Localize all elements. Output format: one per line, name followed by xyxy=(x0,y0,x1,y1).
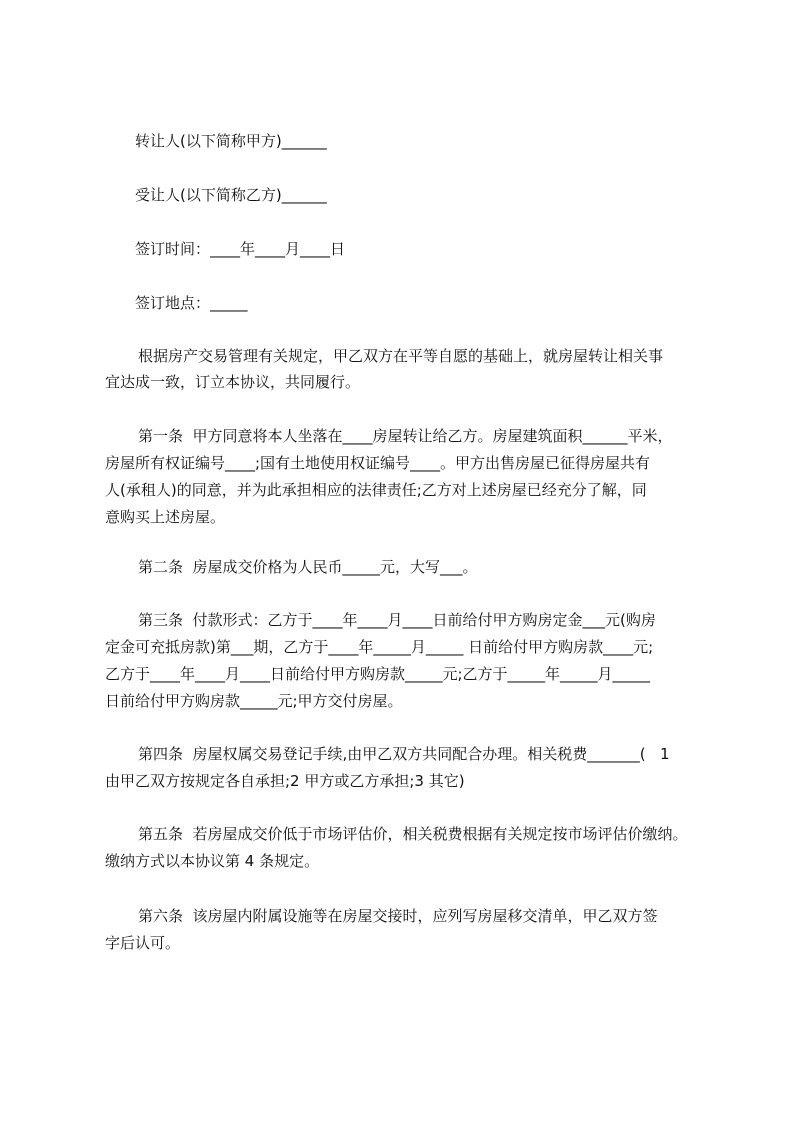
article-6-line-1: 第六条 该房屋内附属设施等在房屋交接时，应列写房屋移交清单，甲乙双方签 xyxy=(138,907,658,925)
article-1-line-2: 房屋所有权证编号____;国有土地使用权证编号____。甲方出售房屋已征得房屋共有 xyxy=(105,454,651,472)
article-4-line-1: 第四条 房屋权属交易登记手续,由甲乙双方共同配合办理。相关税费_______( 1 xyxy=(138,745,670,763)
article-1-line-3: 人(承租人)的同意，并为此承担相应的法律责任;乙方对上述房屋已经充分了解，同 xyxy=(105,481,647,499)
transferee-line: 受让人(以下简称乙方)______ xyxy=(135,186,327,204)
article-3-line-3: 乙方于____年____月____日前给付甲方购房款_____元;乙方于_____年_____月_____ xyxy=(105,665,651,683)
article-1-line-1: 第一条 甲方同意将本人坐落在____房屋转让给乙方。房屋建筑面积______平米， xyxy=(138,427,673,445)
article-3-line-4: 日前给付甲方购房款_____元;甲方交付房屋。 xyxy=(105,692,403,710)
article-1-line-4: 意购买上述房屋。 xyxy=(105,508,226,526)
article-6-line-2: 字后认可。 xyxy=(105,934,181,952)
intro-line-1: 根据房产交易管理有关规定，甲乙双方在平等自愿的基础上，就房屋转让相关事 xyxy=(138,347,664,365)
sign-place-line: 签订地点：_____ xyxy=(135,294,248,312)
article-4-line-2: 由甲乙双方按规定各自承担;2 甲方或乙方承担;3 其它) xyxy=(105,772,465,790)
intro-line-2: 宜达成一致，订立本协议，共同履行。 xyxy=(105,373,361,391)
article-3-line-1: 第三条 付款形式：乙方于____年____月____日前给付甲方购房定金___元(购房 xyxy=(138,611,656,629)
article-2-line-1: 第二条 房屋成交价格为人民币_____元，大写___。 xyxy=(138,558,478,576)
article-5-line-1: 第五条 若房屋成交价低于市场评估价，相关税费根据有关规定按市场评估价缴纳。 xyxy=(138,825,688,843)
article-5-line-2: 缴纳方式以本协议第 4 条规定。 xyxy=(105,852,320,870)
transferor-line: 转让人(以下简称甲方)______ xyxy=(135,132,327,150)
sign-time-line: 签订时间：____年____月____日 xyxy=(135,240,346,258)
article-3-line-2: 定金可充抵房款)第___期，乙方于____年_____月_____ 日前给付甲方购房款____元; xyxy=(105,638,654,656)
